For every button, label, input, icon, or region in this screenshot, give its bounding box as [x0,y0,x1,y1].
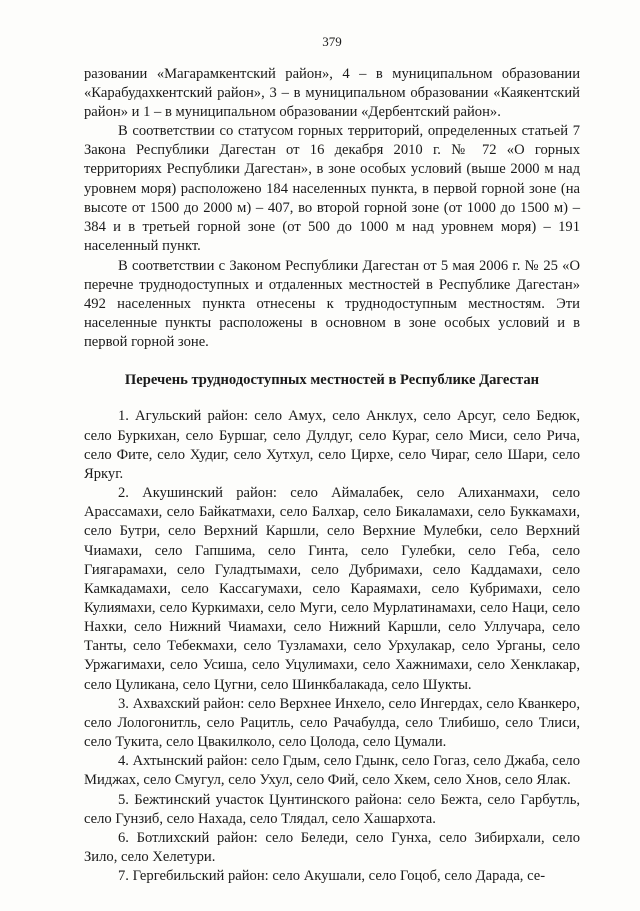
list-item: 3. Ахвахский район: село Верхнее Инхело, село Ингердах, село Кванкеро, село Лологонитль, село Рацитль, село Рачабулда, село Тлибишо, село Тлиси, село Тукита, село Цвакилколо, село Цолода, село Цумали. [84,695,580,751]
list-item: 4. Ахтынский район: село Гдым, село Гдынк, село Гогаз, село Джаба, село Миджах, село Смугул, село Ухул, село Фий, село Хкем, село Хнов, село Ялак. [84,753,581,789]
list-item: 5. Бежтинский участок Цунтинского района: село Бежта, село Гарбутль, село Гунзиб, село Нахада, село Тлядал, село Хашархота. [84,791,580,827]
section-heading: Перечень труднодоступных местностей в Республике Дагестан [124,372,540,389]
list-item: 1. Агульский район: село Амух, село Анклух, село Арсуг, село Бедюк, село Буркихан, село Буршаг, село Дулдуг, село Кураг, село Миси, село Рича, село Фите, село Худиг, село Хутхул, село Цирхе, село Чираг, село Шари, село Яркуг. [84,408,580,482]
paragraph: разовании «Магарамкентский район», 4 – в муниципальном образовании «Карабудахкентский район», 3 – в муниципальном образовании «Каякентский район» и 1 – в муниципальном образовании «Дербентский район». [84,66,580,121]
list-item: 2. Акушинский район: село Аймалабек, село Алиханмахи, село Арассамахи, село Байкатмахи, село Балхар, село Бикаламахи, село Буккамахи, село Бутри, село Верхний Каршли, село Верхние Мулебки, село Верхний Чиамахи, село Гапшима, село Гинта, село Гулебки, село Геба, село Гиягарамахи, село Гуладтымахи, село Дубримахи, село Каддамахи, село Камкадамахи, село Кассагумахи, село Караямахи, село Кубримахи, село Кулиямахи, село Куркимахи, село Муги, село Мурлатинамахи, село Наци, село Нахки, село Нижний Чиамахи, село Нижний Каршли, село Уллучара, село Танты, село Тебекмахи, село Тузламахи, село Урхулакар, село Урганы, село Уржагимахи, село Усиша, село Уцулимахи, село Хажнимахи, село Хенклакар, село Цуликана, село Цугни, село Шинкбалакада, село Шукты. [84,485,580,693]
paragraph: В соответствии со статусом горных территорий, определенных статьей 7 Закона Республики Дагестан от 16 декабря 2010 г. № 72 «О горных территориях Республики Дагестан», в зоне особых условий (выше 2000 м над уровнем моря) расположено 184 населенных пункта, в первой горной зоне (на высоте от 1500 до 2000 м) – 407, во второй горной зоне (от 1000 до 1500 м) – 384 и в третьей горной зоне (от 500 до 1000 м над уровнем моря) – 191 населенный пункт. [84,123,580,254]
paragraph: В соответствии с Законом Республики Дагестан от 5 мая 2006 г. № 25 «О перечне труднодоступных и отдаленных местностей в Республике Дагестан» 492 населенных пункта отнесены к труднодоступным местностям. Эти населенные пункты расположены в основном в зоне особых условий и в первой горной зоне. [84,257,580,351]
locality-list [84,407,580,886]
page-number: 379 [322,34,342,49]
list-item: 6. Ботлихский район: село Беледи, село Гунха, село Зибирхали, село Зило, село Хелетури. [84,829,580,865]
list-item: 7. Гергебильский район: село Акушали, село Гоцоб, село Дарада, се- [118,868,546,885]
body-text [84,65,580,352]
